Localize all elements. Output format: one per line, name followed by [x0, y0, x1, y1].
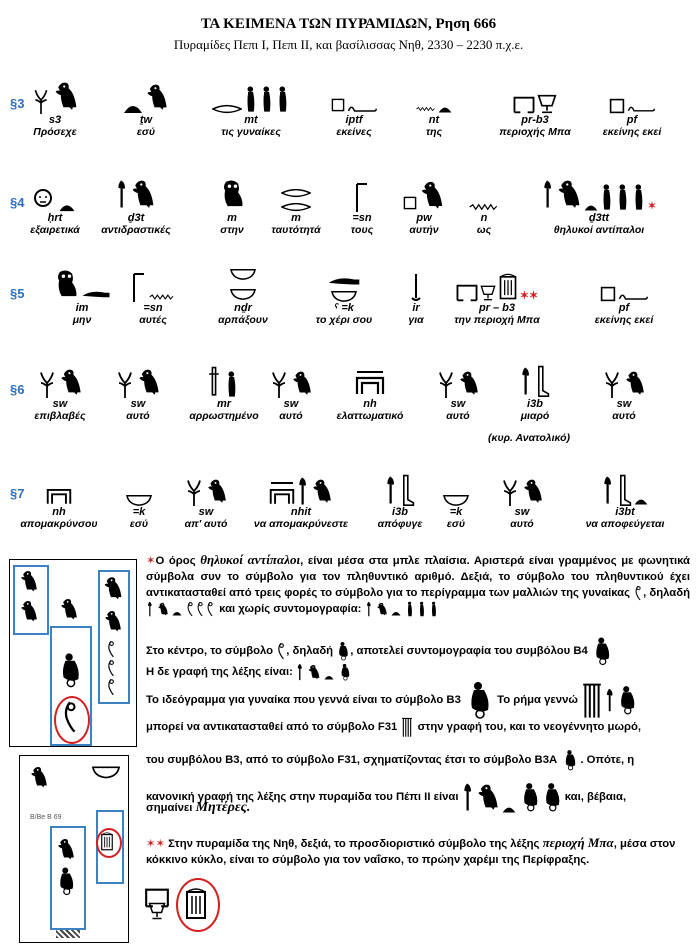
term-per-ba: περιοχή Μπα: [542, 835, 614, 850]
shrine-icon: [184, 886, 208, 920]
word-column: [16, 464, 102, 530]
word-column: [440, 258, 554, 326]
mouth-icon: [212, 104, 242, 114]
word-column: [208, 70, 294, 138]
transliteration: =k: [449, 506, 463, 518]
transliteration: ṯw: [139, 114, 153, 126]
text: Ο όρος: [155, 555, 201, 567]
sedge-icon: [184, 476, 204, 506]
sedge-icon: [500, 476, 520, 506]
bird-icon: [102, 574, 124, 602]
translation: της: [425, 126, 443, 138]
bird-icon: [18, 598, 40, 624]
text: . Οπότε, η: [580, 753, 635, 766]
text: , είναι μέσα στα μπλε πλαίσια. Αριστερά είναι γραμμένος με φωνητικά σύμβολα συν το σύμβολο για τον πληθυντικό αριθμό. Δεξιά, το σύμβολο του πληθυντικού έχει αντικατασταθεί από τρεις φορές το σύμβολο για το περίγραμμα των μαλλιών της γυναίκας: [146, 555, 691, 599]
hieroglyph-group: [16, 464, 102, 506]
word-column: [566, 464, 684, 530]
bird-icon: [58, 596, 80, 622]
word-column: [208, 168, 256, 236]
translation: αρπάξουν: [218, 314, 268, 326]
woman-icon: [260, 84, 274, 114]
reed-icon: [297, 476, 309, 506]
translation: θηλυκοί αντίπαλοι: [553, 224, 645, 236]
word-column: [204, 258, 282, 326]
woman-icon: [616, 182, 630, 212]
hieroglyph-group: [516, 168, 682, 212]
owl-icon: [219, 176, 245, 212]
hieroglyph-group: [108, 354, 168, 398]
hieroglyph-group: [432, 464, 480, 506]
panel-label: B/Be B 69: [30, 814, 62, 821]
reed-icon: [385, 474, 397, 506]
stool-icon: [609, 98, 625, 114]
reed-icon: [520, 364, 532, 398]
arm-icon: [81, 288, 111, 302]
hieroglyph-group: [336, 168, 388, 212]
hieroglyph-group: [304, 258, 384, 302]
text: , μέσα στον κόκκινο κύκλο, είναι το σύμβολο για τον ναΐσκο, το πρώην χαρέμι της Περίφραξης.: [146, 838, 676, 866]
woman-icon: [600, 182, 614, 212]
word-column: [114, 464, 164, 530]
woman-icon: [223, 370, 241, 398]
hieroglyph-group: [494, 70, 576, 114]
transliteration: ˁ =k: [334, 302, 354, 314]
commentary-paragraph-1: [146, 552, 690, 618]
snake-icon: [618, 290, 648, 302]
transliteration: nḏr: [234, 302, 252, 314]
owl-icon: [53, 266, 79, 302]
transliteration: ḏ3tt: [588, 212, 610, 224]
woman-birth-icon: [464, 680, 494, 720]
word-column: [596, 354, 652, 422]
hieroglyph-group: [172, 464, 240, 506]
translation: αυτό: [446, 410, 470, 422]
transliteration: sw: [52, 398, 68, 410]
bird-icon: [59, 366, 83, 398]
hieroglyph-group: [208, 70, 294, 114]
hieroglyph-inline: [146, 601, 216, 617]
transliteration: pr-b3: [521, 114, 549, 126]
commentary-paragraph-3: [146, 663, 690, 681]
transliteration: sw: [514, 506, 530, 518]
snake-icon: [347, 102, 377, 114]
transliteration: =k: [132, 506, 146, 518]
word-column: [266, 354, 316, 422]
transliteration: iptf: [345, 114, 363, 126]
bird-icon: [137, 366, 161, 398]
word-column: [432, 464, 480, 530]
reed-icon: [116, 176, 128, 212]
word-column: [172, 464, 240, 530]
transliteration: nhit: [290, 506, 312, 518]
word-column: [396, 258, 436, 326]
transliteration: m: [291, 212, 301, 224]
transliteration: pw: [416, 212, 432, 224]
transliteration: ir: [412, 302, 420, 314]
translation: απομακρύνσου: [20, 518, 98, 530]
hieroglyph-group: [204, 258, 282, 302]
transliteration: nh: [363, 398, 377, 410]
house-icon: [513, 96, 535, 114]
hieroglyph-group: [566, 464, 684, 506]
bread-icon: [438, 104, 452, 114]
transliteration: n: [480, 212, 488, 224]
sedge-icon: [37, 368, 57, 398]
page-subtitle: Πυραμίδες Πεπι Ι, Πεπι ΙΙ, και βασίλισσας Νηθ, 2330 – 2230 π.χ.ε.: [173, 37, 524, 52]
transliteration: nt: [428, 114, 440, 126]
reed-icon: [542, 176, 554, 212]
hieroglyph-group: [370, 464, 430, 506]
stool-icon: [331, 96, 345, 114]
section-label-7: §7: [10, 486, 25, 501]
section-label-6: §6: [10, 382, 25, 397]
translation: την περιοχή Μπα: [454, 314, 540, 326]
section-label-5: §5: [10, 286, 25, 301]
reed-icon: [602, 474, 614, 506]
bird-icon: [311, 476, 333, 506]
term-antipaloi: θηλυκοί αντίπαλοι: [200, 552, 301, 567]
hieroglyph-group: [266, 354, 316, 398]
text: και, βέβαια,: [564, 790, 627, 803]
text: κανονική γραφή της λέξης στην πυραμίδα του Πέπι ΙΙ είναι: [146, 790, 459, 803]
translation: εκείνες: [336, 126, 372, 138]
word-column: [430, 354, 486, 422]
hieroglyph-group: [588, 70, 676, 114]
leg-icon: [354, 182, 370, 212]
transliteration: i3b: [527, 398, 543, 410]
bird-icon: [56, 836, 76, 862]
transliteration: mt: [244, 114, 258, 126]
page-title: ΤΑ ΚΕΙΜΕΝΑ ΤΩΝ ΠΥΡΑΜΙΔΩΝ, Ρηση 666: [200, 16, 497, 32]
basket-icon: [123, 494, 155, 506]
hieroglyph-inline: [365, 601, 451, 617]
word-column: [494, 464, 550, 530]
hieroglyph-inline: [581, 680, 637, 720]
mouth-icon: [281, 188, 311, 212]
hieroglyph-group: [114, 464, 164, 506]
translation: μην: [72, 314, 92, 326]
basket-icon: [92, 764, 120, 780]
bird-icon: [206, 476, 228, 506]
basket-icon: [440, 494, 472, 506]
word-column: [568, 258, 680, 326]
translation: αντιδραστικές: [101, 224, 171, 236]
text: , αποτελεί συντομογραφία του συμβόλου Β4: [350, 644, 588, 657]
word-column: [326, 70, 382, 138]
transliteration: sw: [450, 398, 466, 410]
section-label-3: §3: [10, 96, 25, 111]
transliteration: sw: [198, 506, 214, 518]
translation: εσύ: [136, 126, 156, 138]
word-column: [490, 354, 580, 422]
hair-icon: [276, 642, 286, 660]
shrine-icon: [100, 831, 114, 851]
hieroglyph-group: [126, 258, 180, 302]
word-column: [370, 464, 430, 530]
woman-icon: [632, 182, 646, 212]
hieroglyph-group: [568, 258, 680, 302]
sedge-icon: [115, 368, 135, 398]
bird-icon: [28, 764, 50, 790]
hoe-icon: [207, 366, 221, 398]
transliteration: i3b: [392, 506, 408, 518]
bird-icon: [458, 368, 480, 398]
word-column: [258, 168, 334, 236]
bird-icon: [18, 568, 40, 594]
word-column: [42, 258, 122, 326]
translation: το χέρι σου: [315, 314, 373, 326]
commentary-paragraph-8: [146, 800, 690, 817]
translation: τις γυναίκες: [221, 126, 281, 138]
translation: εσύ: [446, 518, 466, 530]
bird-icon: [291, 368, 313, 398]
transliteration: mr: [216, 398, 232, 410]
word-column: [588, 70, 676, 138]
transliteration: im: [75, 302, 89, 314]
translation: εκείνης εκεί: [602, 126, 662, 138]
hieroglyph-group: [326, 70, 382, 114]
translation: περιοχής Μπα: [499, 126, 571, 138]
hieroglyph-group: [186, 354, 262, 398]
text: Το ιδεόγραμμα για γυναίκα που γεννά είναι το σύμβολο Β3: [146, 693, 461, 706]
leg-icon: [131, 272, 147, 302]
basket-icon: [229, 268, 257, 302]
inscription-panel-neith: [19, 755, 129, 943]
woman-icon: [244, 84, 258, 114]
hieroglyph-group: [490, 354, 580, 398]
water-icon: [416, 104, 436, 114]
word-column: [394, 168, 454, 236]
translation: εκείνης εκεί: [594, 314, 654, 326]
translation: αυτό: [126, 410, 150, 422]
commentary-paragraph-2: [146, 636, 690, 666]
translation: να απομακρύνεστε: [253, 518, 349, 530]
translation: απ' αυτό: [184, 518, 228, 530]
hatch-area: [56, 930, 80, 938]
word-column: [14, 168, 96, 236]
inscription-panel-pepi: [9, 559, 137, 747]
word-column: [22, 70, 88, 138]
bird-icon: [53, 78, 79, 114]
word-column: [516, 168, 682, 236]
cup-icon: [480, 284, 496, 302]
term-mothers: Μητέρες.: [195, 800, 251, 815]
commentary-paragraph-5: [146, 716, 690, 738]
section-label-4: §4: [10, 195, 25, 210]
hair-icon: [62, 700, 78, 734]
arm-icon: [327, 276, 361, 302]
translation: ελαττωματικό: [336, 410, 404, 422]
hair-icon: [633, 585, 643, 601]
transliteration: pf: [626, 114, 638, 126]
hieroglyph-group: [242, 464, 360, 506]
translation: αυτές: [139, 314, 167, 326]
translation: τους: [350, 224, 374, 236]
hieroglyph-group: [462, 168, 506, 212]
bird-icon: [130, 176, 156, 212]
translation: επιβλαβές: [34, 410, 86, 422]
translation: να αποφεύγεται: [585, 518, 665, 530]
commentary-paragraph-4: [146, 680, 690, 720]
house-cup-icon: [142, 888, 176, 922]
f31-icon: [400, 716, 414, 738]
translation: ως: [476, 224, 492, 236]
word-column: [126, 258, 180, 326]
bird-icon: [624, 368, 646, 398]
house-icon: [456, 284, 478, 302]
snake-icon: [627, 102, 655, 114]
bread-icon: [56, 202, 78, 212]
bird-icon: [556, 176, 582, 212]
translation: αρρωστημένο: [189, 410, 259, 422]
transliteration: m: [227, 212, 237, 224]
sedge-icon: [31, 86, 51, 114]
leg-icon: [616, 474, 632, 506]
word-column: [494, 70, 576, 138]
transliteration: =sn: [352, 212, 372, 224]
sedge-icon: [436, 368, 456, 398]
hieroglyph-group: [396, 258, 436, 302]
woman-birth-icon: [591, 636, 613, 666]
bird-icon: [522, 476, 544, 506]
water-icon: [469, 202, 499, 212]
translation: για: [408, 314, 424, 326]
translation: αυτήν: [409, 224, 439, 236]
transliteration: sw: [283, 398, 299, 410]
footnote-marker: ✶: [146, 555, 156, 567]
translation: αυτό: [510, 518, 534, 530]
note-east: (κυρ. Ανατολικό): [488, 432, 570, 444]
hieroglyph-group: [412, 70, 456, 114]
hieroglyph-group: [320, 354, 420, 398]
woman-birth-icon: [336, 641, 350, 661]
hieroglyph-group: [22, 70, 88, 114]
bread-icon: [584, 202, 598, 212]
translation: Πρόσεχε: [33, 126, 77, 138]
transliteration: =sn: [143, 302, 163, 314]
transliteration: ḏ3t: [127, 212, 145, 224]
translation: αυτό: [612, 410, 636, 422]
woman-birth-icon: [56, 866, 76, 896]
text: Το ρήμα γεννώ: [497, 693, 578, 706]
text: , δηλαδή: [643, 586, 690, 599]
shelter-icon: [269, 480, 295, 506]
transliteration: i3bt: [615, 506, 635, 518]
hieroglyph-group: [42, 258, 122, 302]
transliteration: pr – b3: [478, 302, 516, 314]
text: Η δε γραφή της λέξης είναι:: [146, 665, 293, 678]
sedge-icon: [602, 368, 622, 398]
shrine-icon: [498, 270, 518, 302]
cup-icon: [537, 94, 557, 114]
leg-icon: [534, 364, 550, 398]
text: του συμβόλου Β3, από το σύμβολο F31, σχηματίζοντας έτσι το σύμβολο Β3Α: [146, 753, 558, 766]
hieroglyph-group: [96, 168, 176, 212]
hieroglyph-group: [596, 354, 652, 398]
bread-icon: [123, 102, 143, 114]
text: σημαίνει: [146, 802, 193, 814]
word-column: [462, 168, 506, 236]
transliteration: ḥrt: [47, 212, 63, 224]
woman-birth-icon: [560, 749, 580, 771]
translation: στην: [220, 224, 244, 236]
woman-icon: [276, 84, 290, 114]
word-column: [304, 258, 384, 326]
hieroglyph-group: [258, 168, 334, 212]
transliteration: sw: [616, 398, 632, 410]
bird-icon: [419, 178, 445, 212]
shelter-icon: [355, 368, 385, 398]
hieroglyph-group: [208, 168, 256, 212]
word-column: [242, 464, 360, 530]
translation: ταυτότητά: [271, 224, 321, 236]
translation: μιαρό: [520, 410, 550, 422]
woman-birth-icon: [58, 650, 82, 690]
transliteration: s3: [48, 114, 62, 126]
word-column: [96, 168, 176, 236]
hieroglyph-group: [430, 354, 486, 398]
shelter-icon: [46, 486, 72, 506]
word-column: [412, 70, 456, 138]
text: και χωρίς συντομογραφία:: [219, 603, 362, 616]
hieroglyph-group: [394, 168, 454, 212]
commentary-paragraph-9: [146, 835, 690, 868]
translation: εξαιρετικά: [30, 224, 80, 236]
leg-icon: [399, 474, 415, 506]
word-column: [108, 354, 168, 422]
translation: εσύ: [129, 518, 149, 530]
bird-icon: [102, 608, 124, 634]
sedge-icon: [269, 368, 289, 398]
hieroglyph-group: [118, 70, 174, 114]
text: Στην πυραμίδα της Νηθ, δεξιά, το προσδιοριστικό σύμβολο της λέξης: [168, 838, 540, 850]
bread-icon: [634, 496, 648, 506]
transliteration: pf: [618, 302, 630, 314]
hieroglyph-group: [494, 464, 550, 506]
hieroglyph-group: [440, 258, 554, 302]
commentary-paragraph-6: [146, 749, 690, 771]
stool-icon: [600, 286, 616, 302]
transliteration: nh: [52, 506, 66, 518]
footnote-marker: ✶: [647, 201, 657, 212]
word-column: [336, 168, 388, 236]
face-icon: [32, 188, 54, 212]
word-column: [24, 354, 96, 422]
stool-icon: [403, 194, 417, 212]
text: , δηλαδή: [286, 644, 334, 657]
word-column: [186, 354, 262, 422]
hair-icon: [104, 640, 118, 696]
word-column: [320, 354, 420, 422]
translation: απόφυγε: [377, 518, 423, 530]
text: μπορεί να αντικατασταθεί από το σύμβολο F31: [146, 720, 398, 733]
text: Στο κέντρο, το σύμβολο: [146, 644, 274, 657]
text: στην γραφή του, και το νεογέννητο μωρό,: [417, 720, 642, 733]
hieroglyph-group: [24, 354, 96, 398]
word-column: [118, 70, 174, 138]
water-icon: [149, 292, 175, 302]
transliteration: sw: [130, 398, 146, 410]
hieroglyph-inline: [296, 663, 356, 681]
translation: αυτό: [279, 410, 303, 422]
footnote-marker: ✶✶: [519, 290, 539, 302]
eye-icon: [409, 272, 423, 302]
bird-icon: [145, 80, 169, 114]
shrine-figure: [142, 878, 232, 930]
footnote-marker: ✶✶: [146, 838, 165, 850]
hieroglyph-group: [14, 168, 96, 212]
